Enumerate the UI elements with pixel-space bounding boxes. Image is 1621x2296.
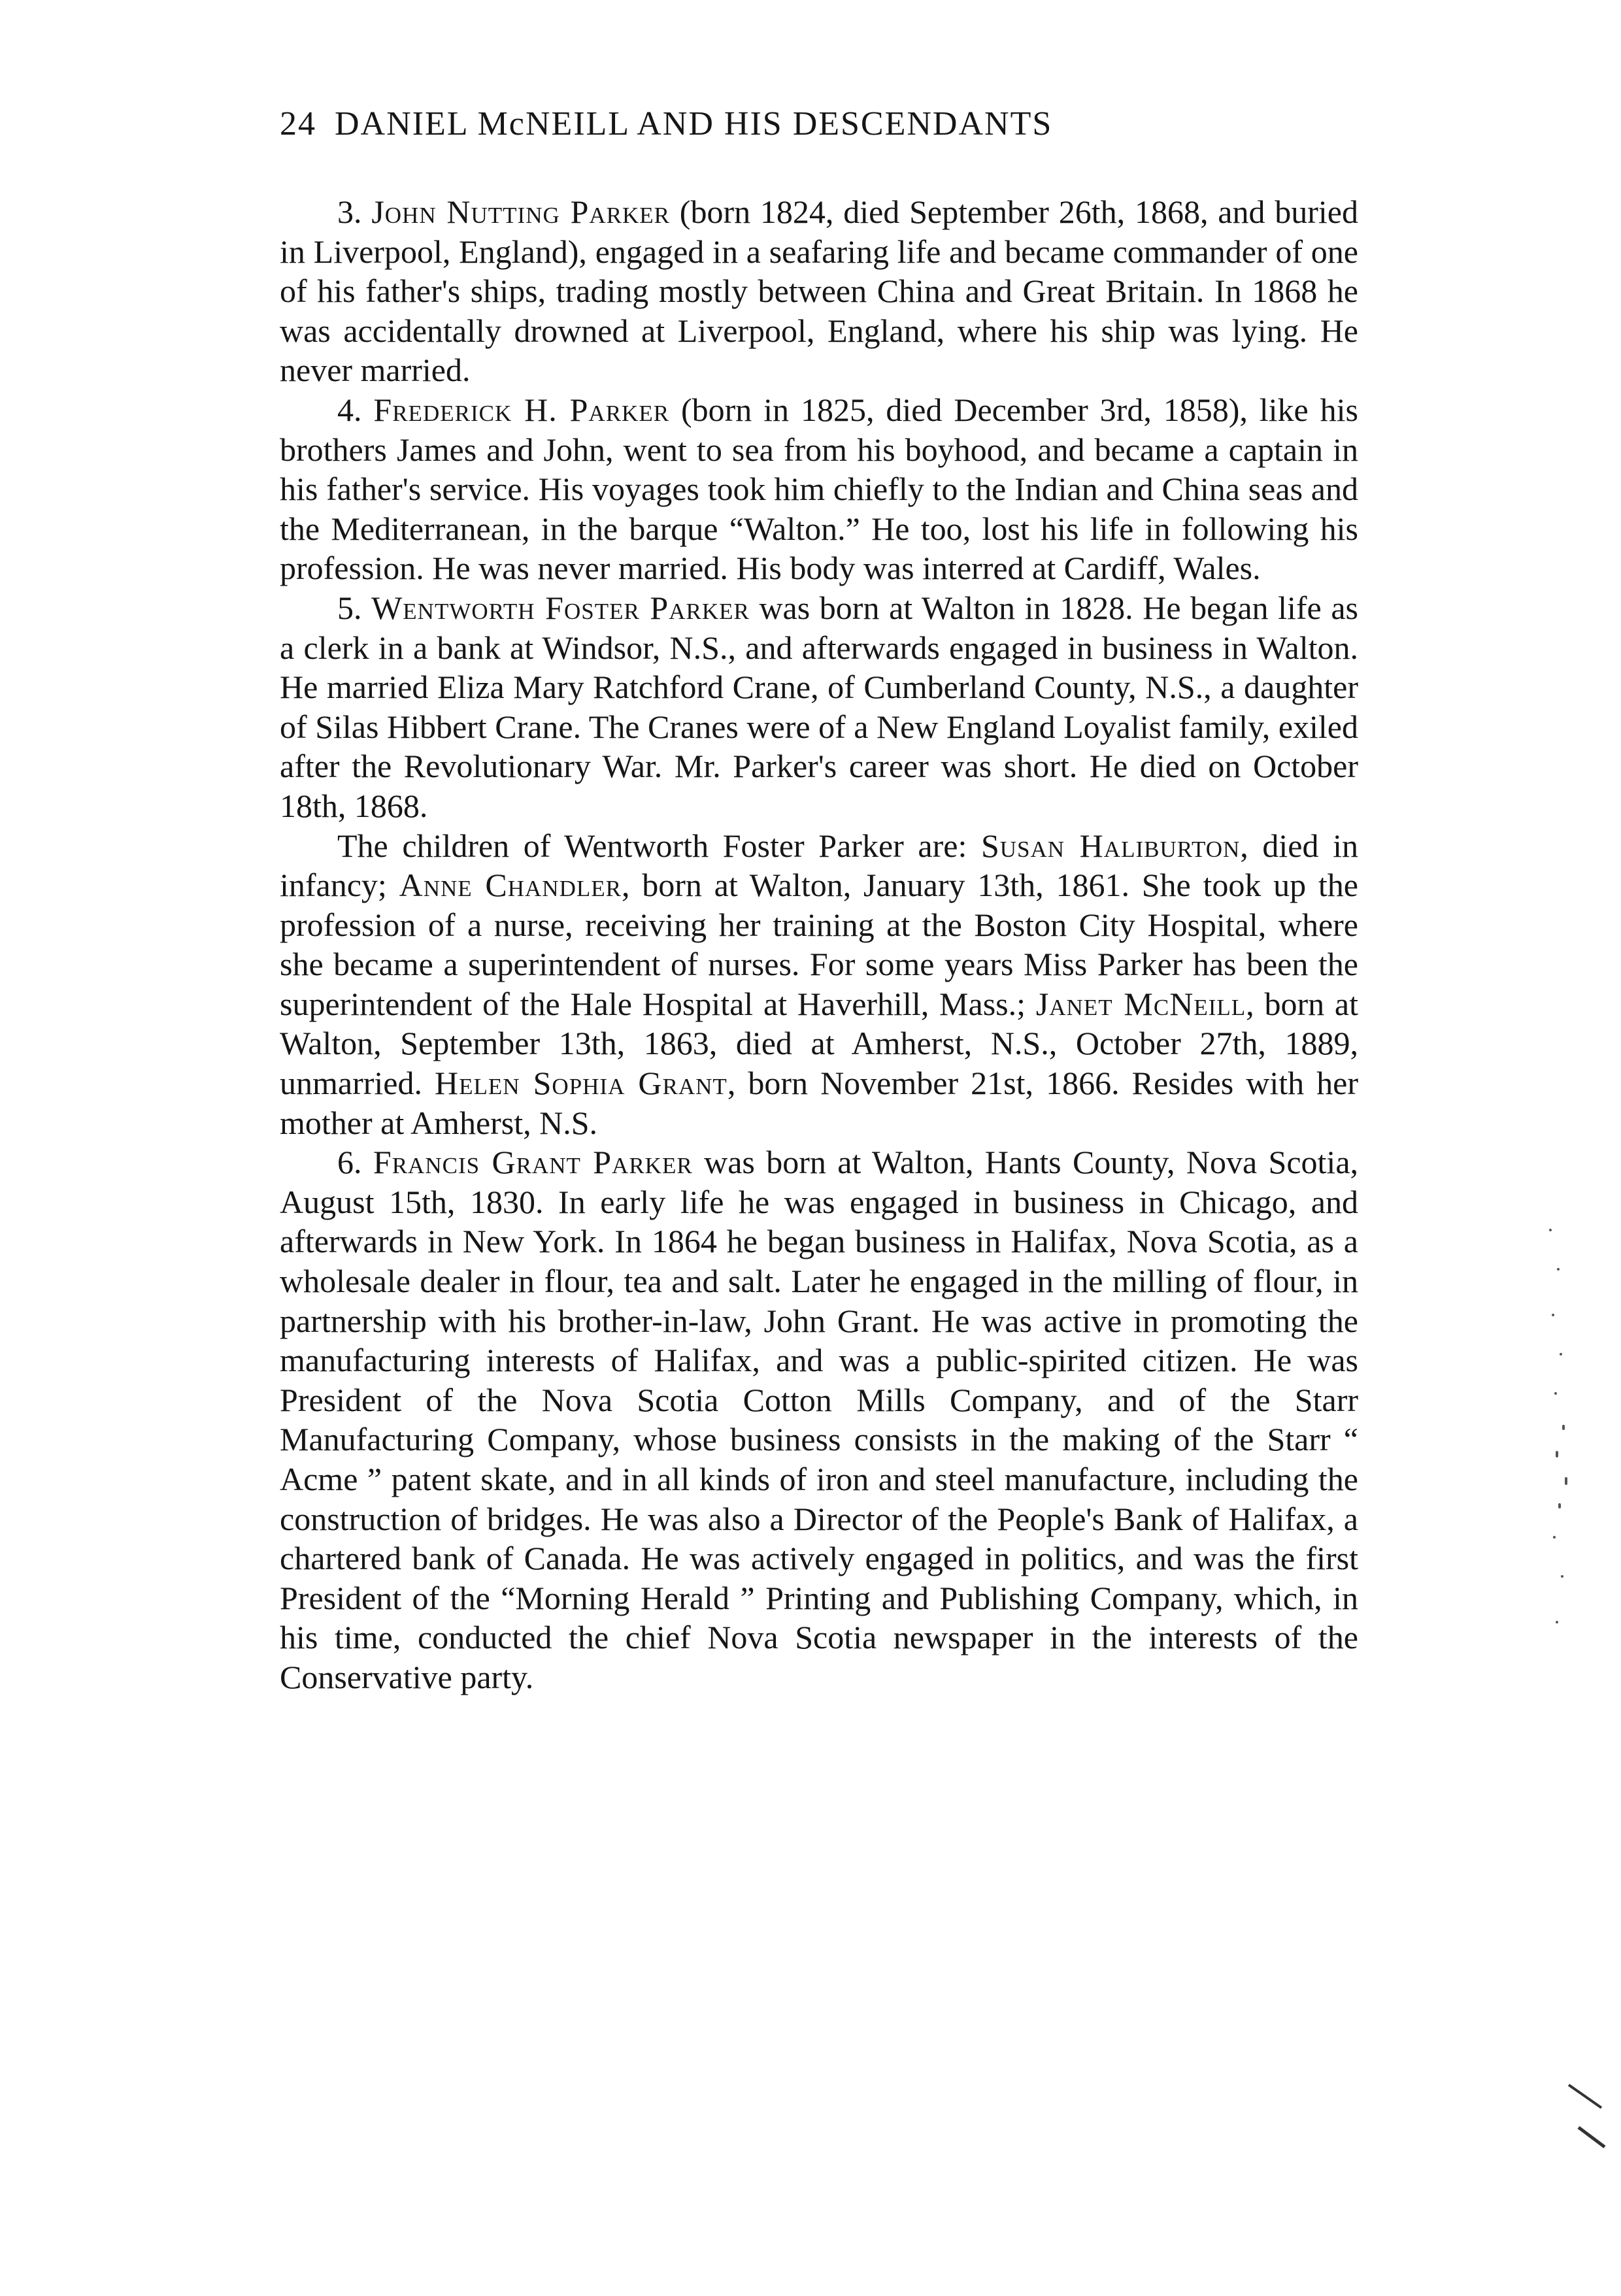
- scan-margin-specks: [1543, 1229, 1582, 1634]
- child-name: Janet McNeill: [1035, 985, 1246, 1022]
- person-name: Francis Grant Parker: [373, 1144, 693, 1181]
- body-text: [280, 192, 1358, 1697]
- paragraph-entry-4: [280, 390, 1358, 588]
- running-head: [280, 98, 1358, 150]
- book-title: DANIEL McNEILL AND HIS DESCENDANTS: [335, 105, 1053, 142]
- child-name: Helen Sophia Grant: [435, 1065, 727, 1102]
- paragraph-entry-5: [280, 588, 1358, 826]
- entry-text: (born 1824, died September 26th, 1868, and buried in Liverpool, England), engaged in a seafaring life and became commander of one of his father's ships, trading mostly between China and Great Britain. In 1868 he was accidentally drowned at Liverpool, England, where his ship was lying. He never married.: [280, 193, 1358, 389]
- entry-text: was born at Walton, Hants County, Nova Scotia, August 15th, 1830. In early life he was engaged in business in Chicago, and afterwards in New York. In 1864 he began business in Halifax, Nova Scotia, as a wholesale dealer in flour, tea and salt. Later he engaged in the milling of flour, in partnership with his brother-in-law, John Grant. He was active in promoting the manufacturing interests of Halifax, and was a public-spirited citizen. He was President of the Nova Scotia Cotton Mills Company, and of the Starr Manufacturing Company, whose business consists in the making of the Starr “ Acme ” patent skate, and in all kinds of iron and steel manufacture, including the construction of bridges. He was also a Director of the People's Bank of Halifax, a chartered bank of Canada. He was actively engaged in politics, and was the first President of the “Morning Herald ” Printing and Publishing Company, which, in his time, conducted the chief Nova Scotia newspaper in the interests of the Conservative party.: [280, 1144, 1359, 1695]
- entry-number: 6.: [337, 1144, 362, 1181]
- entry-number: 4.: [337, 391, 362, 428]
- page-number: 24: [280, 105, 316, 142]
- child-text: , born at Walton, September 13th, 1863, died at Amherst, N.S., October 27th, 1889, unmarried.: [280, 985, 1358, 1102]
- person-name: John Nutting Parker: [371, 193, 670, 230]
- person-name: Frederick H. Parker: [373, 391, 670, 428]
- scan-corner-marks: [1565, 2078, 1611, 2157]
- child-name: Susan Haliburton: [980, 827, 1241, 864]
- paragraph-entry-3: [280, 192, 1358, 390]
- child-text: , born November 21st, 1866. Resides with her mother at Amherst, N.S.: [280, 1065, 1359, 1141]
- paragraph-entry-6: [280, 1142, 1358, 1697]
- child-text: , died in infancy;: [280, 827, 1358, 904]
- child-name: Anne Chandler: [399, 867, 622, 904]
- entry-text: was born at Walton in 1828. He began life as a clerk in a bank at Windsor, N.S., and afterwards engaged in business in Walton. He married Eliza Mary Ratchford Crane, of Cumberland County, N.S., a daughter of Silas Hibbert Crane. The Cranes were of a New England Loyalist family, exiled after the Revolutionary War. Mr. Parker's career was short. He died on October 18th, 1868.: [280, 589, 1358, 824]
- child-text: , born at Walton, January 13th, 1861. She took up the profession of a nurse, receiving her training at the Boston City Hospital, where she became a superintendent of nurses. For some years Miss Parker has been the superintendent of the Hale Hospital at Haverhill, Mass.;: [280, 867, 1358, 1022]
- book-page: [280, 98, 1358, 1697]
- scan-mark: [1579, 2127, 1605, 2147]
- children-intro: The children of Wentworth Foster Parker are:: [337, 827, 981, 864]
- paragraph-children: [280, 826, 1358, 1143]
- scan-mark: [1569, 2085, 1601, 2108]
- person-name: Wentworth Foster Parker: [371, 589, 750, 626]
- entry-number: 5.: [337, 589, 362, 626]
- entry-text: (born in 1825, died December 3rd, 1858), like his brothers James and John, went to sea from his boyhood, and became a captain in his father's service. His voyages took him chiefly to the Indian and China seas and the Mediterranean, in the barque “Walton.” He too, lost his life in following his profession. He was never married. His body was interred at Cardiff, Wales.: [280, 391, 1358, 587]
- entry-number: 3.: [337, 193, 362, 230]
